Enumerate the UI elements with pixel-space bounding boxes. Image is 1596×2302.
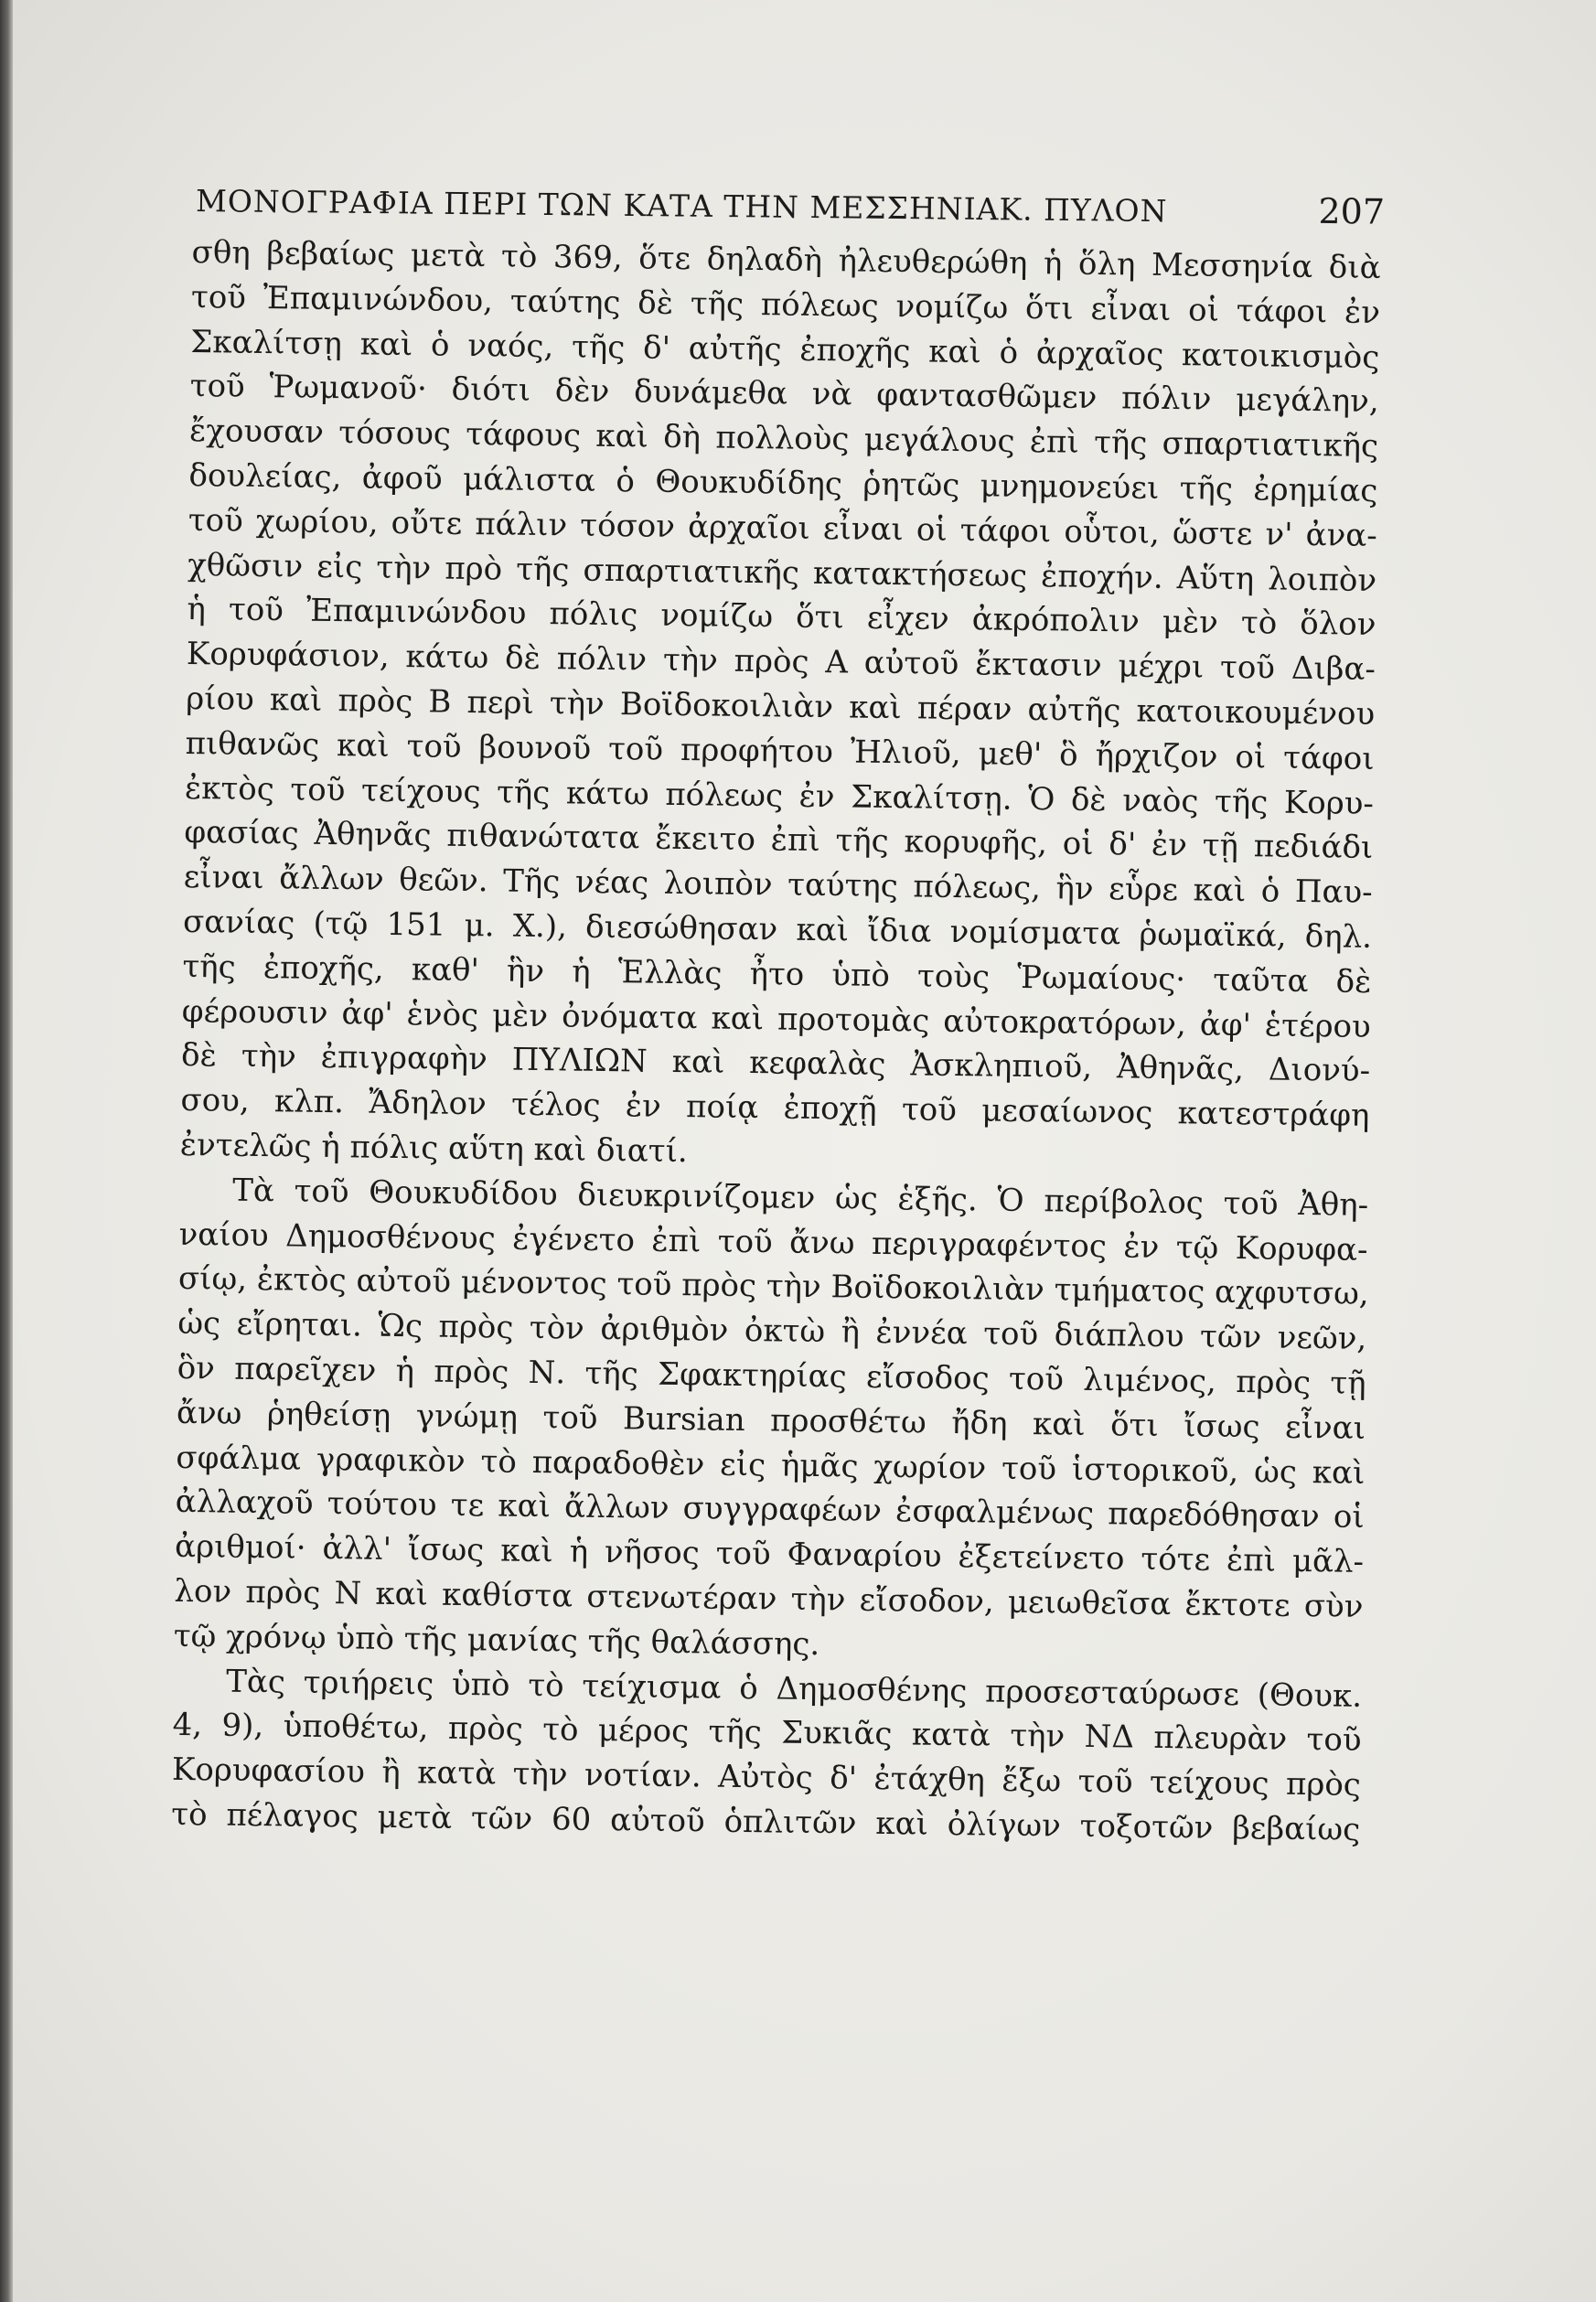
text-line: Τὰς τριήρεις ὑπὸ τὸ τείχισμα ὁ Δημοσθένης προσεσταύρωσε (Θουκ. (225, 1663, 1363, 1715)
text-line: Σκαλίτσῃ καὶ ὁ ναός, τῆς δ' αὐτῆς ἐποχῆς καὶ ὁ ἀρχαῖος κατοικισμὸς (190, 323, 1380, 376)
text-line: ὃν παρεῖχεν ἡ πρὸς Ν. τῆς Σφακτηρίας εἴσοδος τοῦ λιμένος, πρὸς τῇ (177, 1349, 1366, 1402)
text-line: τοῦ χωρίου, οὔτε πάλιν τόσον ἀρχαῖοι εἶναι οἱ τάφοι οὗτοι, ὥστε ν' ἀνα- (187, 501, 1378, 554)
page-number: 207 (1318, 190, 1386, 232)
text-line: πιθανῶς καὶ τοῦ βουνοῦ τοῦ προφήτου Ἠλιοῦ, μεθ' ὃ ἤρχιζον οἱ τάφοι (185, 724, 1375, 777)
text-line: δὲ τὴν ἐπιγραφὴν ΠΥΛΙΩΝ καὶ κεφαλὰς Ἀσκληπιοῦ, Ἀθηνᾶς, Διονύ- (180, 1037, 1371, 1090)
text-line: τῆς ἐποχῆς, καθ' ἣν ἡ Ἑλλὰς ἦτο ὑπὸ τοὺς Ῥωμαίους· ταῦτα δὲ (182, 948, 1372, 1001)
text-line: ἐκτὸς τοῦ τείχους τῆς κάτω πόλεως ἐν Σκαλίτσῃ. Ὁ δὲ ναὸς τῆς Κορυ- (184, 769, 1375, 822)
text-line: 4, 9), ὑποθέτω, πρὸς τὸ μέρος τῆς Συκιᾶς κατὰ τὴν ΝΔ πλευρὰν τοῦ (172, 1707, 1362, 1760)
text-line: ὡς εἴρηται. Ὡς πρὸς τὸν ἀριθμὸν ὀκτὼ ἢ ἐννέα τοῦ διάπλου τῶν νεῶν, (177, 1305, 1367, 1358)
text-line: ἔχουσαν τόσους τάφους καὶ δὴ πολλοὺς μεγάλους ἐπὶ τῆς σπαρτιατικῆς (188, 412, 1379, 466)
text-line: τοῦ Ῥωμανοῦ· διότι δὲν δυνάμεθα νὰ φαντασθῶμεν πόλιν μεγάλην, (189, 368, 1379, 421)
book-binding-shadow (0, 0, 13, 2302)
text-line: δουλείας, ἀφοῦ μάλιστα ὁ Θουκυδίδης ῥητῶς μνημονεύει τῆς ἐρημίας (188, 456, 1378, 509)
text-line: τὸ πέλαγος μετὰ τῶν 60 αὐτοῦ ὁπλιτῶν καὶ ὀλίγων τοξοτῶν βεβαίως (171, 1795, 1361, 1848)
text-line: φασίας Ἀθηνᾶς πιθανώτατα ἔκειτο ἐπὶ τῆς κορυφῆς, οἱ δ' ἐν τῇ πεδιάδι (184, 814, 1374, 867)
text-line: τῷ χρόνῳ ὑπὸ τῆς μανίας τῆς θαλάσσης. (173, 1617, 820, 1663)
running-head: ΜΟΝΟΓΡΑΦΙΑ ΠΕΡΙ ΤΩΝ ΚΑΤΑ ΤΗΝ ΜΕΣΣΗΝΙΑΚ. ΠΥΛΟΝ (195, 183, 1168, 230)
text-line: τοῦ Ἐπαμινώνδου, ταύτης δὲ τῆς πόλεως νομίζω ὅτι εἶναι οἱ τάφοι ἐν (190, 278, 1381, 331)
body-text (171, 230, 1381, 1853)
text-line: ρίου καὶ πρὸς Β περὶ τὴν Βοϊδοκοιλιὰν καὶ πέραν αὐτῆς κατοικουμένου (186, 680, 1376, 733)
text-line: σθη βεβαίως μετὰ τὸ 369, ὅτε δηλαδὴ ἠλευθερώθη ἡ ὅλη Μεσσηνία διὰ (191, 233, 1381, 287)
text-line: σανίας (τῷ 151 μ. Χ.), διεσώθησαν καὶ ἴδια νομίσματα ῥωμαϊκά, δηλ. (182, 903, 1373, 956)
text-line: Τὰ τοῦ Θουκυδίδου διευκρινίζομεν ὡς ἑξῆς. Ὁ περίβολος τοῦ Ἀθη- (232, 1172, 1369, 1224)
book-page (13, 0, 1596, 2302)
text-line: ἐντελῶς ἡ πόλις αὕτη καὶ διατί. (179, 1126, 688, 1171)
text-line: ἀλλαχοῦ τούτου τε καὶ ἄλλων συγγραφέων ἐσφαλμένως παρεδόθησαν οἱ (175, 1483, 1365, 1536)
text-line: Κορυφάσιον, κάτω δὲ πόλιν τὴν πρὸς Α αὐτοῦ ἔκτασιν μέχρι τοῦ Διβα- (186, 636, 1376, 689)
text-line: ἀριθμοί· ἀλλ' ἴσως καὶ ἡ νῆσος τοῦ Φαναρίου ἐξετείνετο τότε ἐπὶ μᾶλ- (174, 1527, 1365, 1581)
text-line: ἡ τοῦ Ἐπαμινώνδου πόλις νομίζω ὅτι εἶχεν ἀκρόπολιν μὲν τὸ ὅλον (187, 591, 1376, 644)
text-line: ναίου Δημοσθένους ἐγένετο ἐπὶ τοῦ ἄνω περιγραφέντος ἐν τῷ Κορυφα- (178, 1215, 1368, 1269)
text-line: λον πρὸς Ν καὶ καθίστα στενωτέραν τὴν εἴσοδον, μειωθεῖσα ἔκτοτε σὺν (174, 1572, 1364, 1625)
text-line: Κορυφασίου ἢ κατὰ τὴν νοτίαν. Αὐτὸς δ' ἐτάχθη ἔξω τοῦ τείχους πρὸς (171, 1751, 1362, 1804)
text-line: χθῶσιν εἰς τὴν πρὸ τῆς σπαρτιατικῆς κατακτήσεως ἐποχήν. Αὕτη λοιπὸν (187, 546, 1377, 599)
text-line: φέρουσιν ἀφ' ἑνὸς μὲν ὀνόματα καὶ προτομὰς αὐτοκρατόρων, ἀφ' ἑτέρου (181, 992, 1371, 1045)
text-line: ἄνω ῥηθείσῃ γνώμῃ τοῦ Bursian προσθέτω ἤδη καὶ ὅτι ἴσως εἶναι (176, 1394, 1366, 1447)
text-line: εἶναι ἄλλων θεῶν. Τῆς νέας λοιπὸν ταύτης πόλεως, ἣν εὗρε καὶ ὁ Παυ- (183, 859, 1373, 912)
text-line: σου, κλπ. Ἄδηλον τέλος ἐν ποίᾳ ἐποχῇ τοῦ μεσαίωνος κατεστράφη (180, 1082, 1370, 1135)
text-line: σίῳ, ἐκτὸς αὐτοῦ μένοντος τοῦ πρὸς τὴν Βοϊδοκοιλιὰν τμήματος αχφυτσω, (177, 1260, 1369, 1313)
text-line: σφάλμα γραφικὸν τὸ παραδοθὲν εἰς ἡμᾶς χωρίον τοῦ ἱστορικοῦ, ὡς καὶ (176, 1439, 1366, 1492)
